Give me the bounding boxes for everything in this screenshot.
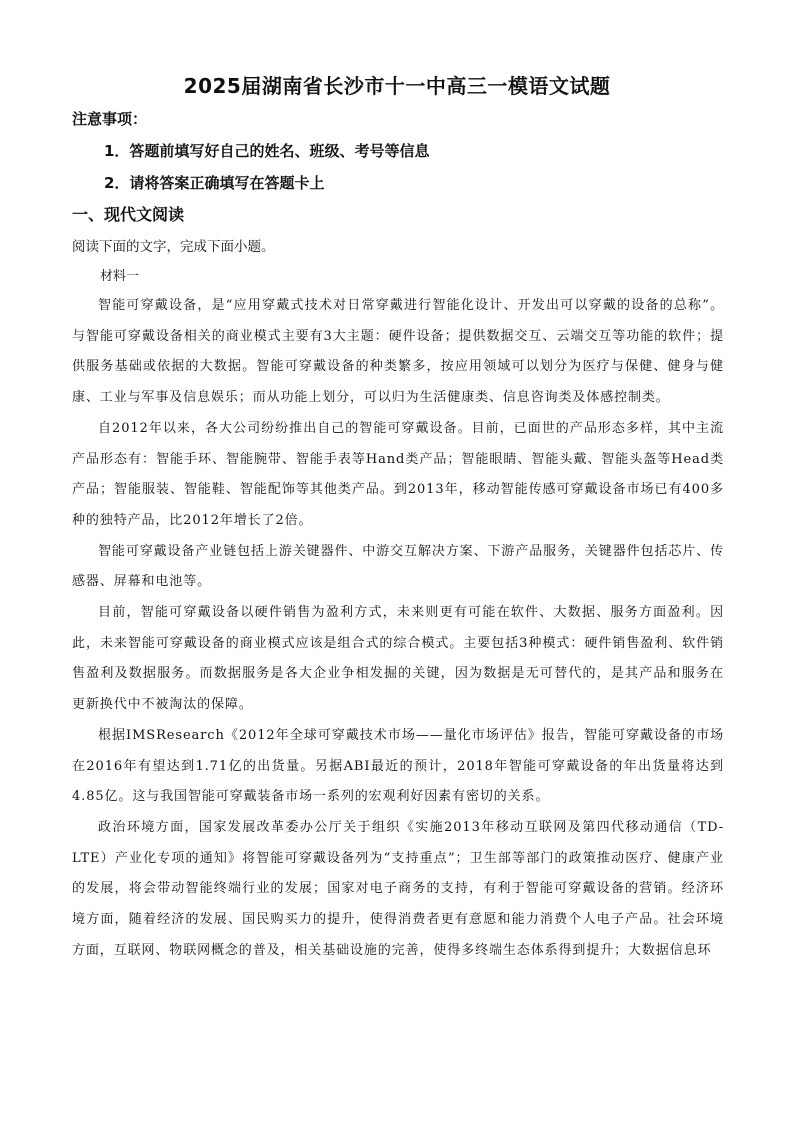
passage-paragraph: 智能可穿戴设备产业链包括上游关键器件、中游交互解决方案、下游产品服务，关键器件包括芯片、传感器、屏幕和电池等。 [72,543,724,590]
notice-item: 1．答题前填写好自己的姓名、班级、考号等信息 [104,142,430,160]
passage-paragraph: 政治环境方面，国家发展改革委办公厅关于组织《实施2013年移动互联网及第四代移动通信（TD-LTE）产业化专项的通知》将智能可穿戴设备列为“支持重点”；卫生部等部门的政策推动医疗、健康产业的发展，将会带动智能终端行业的发展；国家对电子商务的支持，有利于智能可穿戴设备的营销。经济环境方面，随着经济的发展、国民购买力的提升，使得消费者更有意愿和能力消费个人电子产品。社会环境方面，互联网、物联网概念的普及，相关基础设施的完善，使得多终端生态体系得到提升；大数据信息环 [72,819,724,958]
page-title: 2025届湖南省长沙市十一中高三一模语文试题 [183,74,611,98]
section-heading: 一、现代文阅读 [72,205,185,224]
material-label: 材料一 [100,269,140,284]
passage-paragraph: 根据IMSResearch《2012年全球可穿戴技术市场——量化市场评估》报告，智能可穿戴设备的市场在2016年有望达到1.71亿的出货量。另据ABI最近的预计，2018年智能可穿戴设备的年出货量将达到4.85亿。这与我国智能可穿戴装备市场一系列的宏观利好因素有密切的关系。 [72,727,724,805]
reading-instruction: 阅读下面的文字，完成下面小题。 [72,239,275,255]
notice-heading: 注意事项： [72,110,148,128]
passage-paragraph: 目前，智能可穿戴设备以硬件销售为盈利方式，未来则更有可能在软件、大数据、服务方面盈利。因此，未来智能可穿戴设备的商业模式应该是组合式的综合模式。主要包括3种模式：硬件销售盈利、软件销售盈利及数据服务。而数据服务是各大企业争相发掘的关键，因为数据是无可替代的，是其产品和服务在更新换代中不被淘汰的保障。 [72,605,724,713]
passage-paragraph: 自2012年以来，各大公司纷纷推出自己的智能可穿戴设备。目前，已面世的产品形态多样，其中主流产品形态有：智能手环、智能腕带、智能手表等Hand类产品；智能眼睛、智能头戴、智能头盔等Head类产品；智能服装、智能鞋、智能配饰等其他类产品。到2013年，移动智能传感可穿戴设备市场已有400多种的独特产品，比2012年增长了2倍。 [72,420,724,528]
notice-item: 2．请将答案正确填写在答题卡上 [104,174,325,192]
reading-passage [72,291,724,966]
passage-paragraph: 智能可穿戴设备，是“应用穿戴式技术对日常穿戴进行智能化设计、开发出可以穿戴的设备的总称”。与智能可穿戴设备相关的商业模式主要有3大主题：硬件设备；提供数据交互、云端交互等功能的软件；提供服务基础或依据的大数据。智能可穿戴设备的种类繁多，按应用领域可以划分为医疗与保健、健身与健康、工业与军事及信息娱乐；而从功能上划分，可以归为生活健康类、信息咨询类及体感控制类。 [72,298,724,406]
